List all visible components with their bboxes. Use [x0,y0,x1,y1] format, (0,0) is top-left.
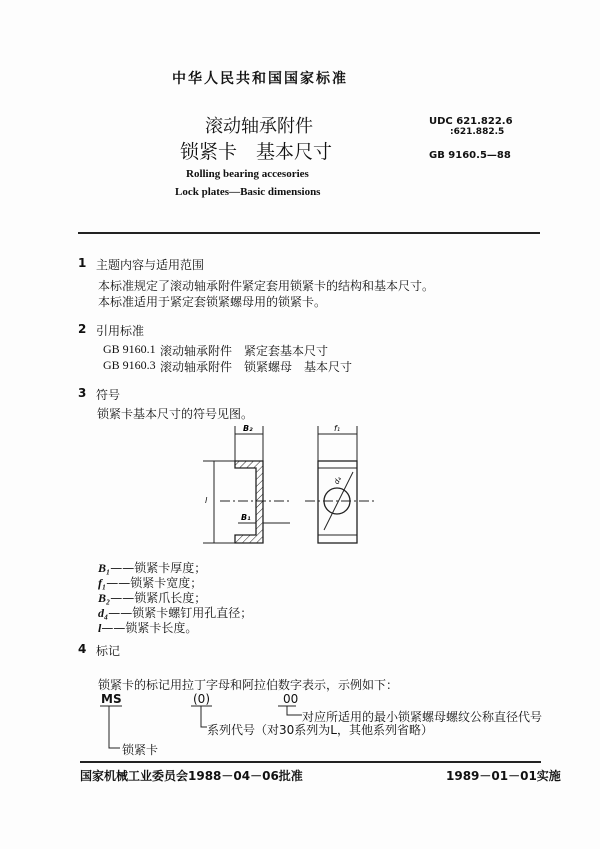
symbol-desc: ——锁紧爪长度； [110,591,207,605]
symbol-desc: ——锁紧卡长度。 [101,621,198,635]
marking-ms: MS [101,692,122,706]
symbol: B₂ [98,591,111,605]
section-4-title: 标记 [96,644,121,658]
title-cn-line2: 锁紧卡 基本尺寸 [180,141,333,163]
marking-series-desc: 系列代号（对30系列为L，其他系列省略） [207,723,433,737]
section-2-title: 引用标准 [96,324,145,338]
fig-label-l: l [205,496,208,505]
title-en-line2: Lock plates—Basic dimensions [175,186,321,198]
ref-text: 滚动轴承附件 紧定套基本尺寸 [160,344,329,358]
effective-date: 1989－01－01实施 [446,769,561,783]
symbol-desc: ——锁紧卡厚度； [110,561,207,575]
symbol: f₁ [98,576,107,590]
fig-label-f1: f₁ [334,424,341,433]
footer-divider [80,761,541,763]
symbol: l [98,621,102,635]
symbol: B₁ [98,561,111,575]
section-4-num: 4 [78,642,87,656]
section-1-para: 本标准适用于紧定套锁紧螺母用的锁紧卡。 [98,295,327,309]
symbol-desc: ——锁紧卡螺钉用孔直径； [108,606,253,620]
symbol-desc: ——锁紧卡宽度； [106,576,203,590]
marking-code: 00 [283,692,299,706]
ref-code: GB 9160.1 [103,342,156,356]
section-3-title: 符号 [96,388,121,402]
national-standard-label: 中华人民共和国国家标准 [172,71,348,87]
fig-label-d4: d₄ [332,475,344,486]
udc-line1: UDC 621.822.6 [429,116,513,127]
title-en-line1: Rolling bearing accesories [186,168,309,180]
section-1-para: 本标准规定了滚动轴承附件紧定套用锁紧卡的结构和基本尺寸。 [98,279,435,293]
marking-series: (0) [193,692,210,706]
udc-line2: :621.882.5 [450,127,505,137]
approval-date: 国家机械工业委员会1988－04－06批准 [80,769,303,783]
fig-label-b2: B₂ [243,424,253,433]
marking-code-desc: 对应所适用的最小锁紧螺母螺纹公称直径代号 [302,710,543,724]
section-4-intro: 锁紧卡的标记用拉丁字母和阿拉伯数字表示，示例如下： [98,678,399,692]
gb-number: GB 9160.5—88 [429,150,511,161]
fig-label-b1: B₁ [241,513,251,522]
ref-code: GB 9160.3 [103,358,156,372]
section-3-intro: 锁紧卡基本尺寸的符号见图。 [97,407,254,421]
symbol: d₄ [98,606,109,620]
marking-ms-desc: 锁紧卡 [122,743,159,757]
section-1-title: 主题内容与适用范围 [96,258,205,272]
section-1-num: 1 [78,256,87,270]
section-3-num: 3 [78,386,87,400]
title-cn-line1: 滚动轴承附件 [205,116,313,137]
section-2-num: 2 [78,322,87,336]
ref-text: 滚动轴承附件 锁紧螺母 基本尺寸 [160,360,353,374]
